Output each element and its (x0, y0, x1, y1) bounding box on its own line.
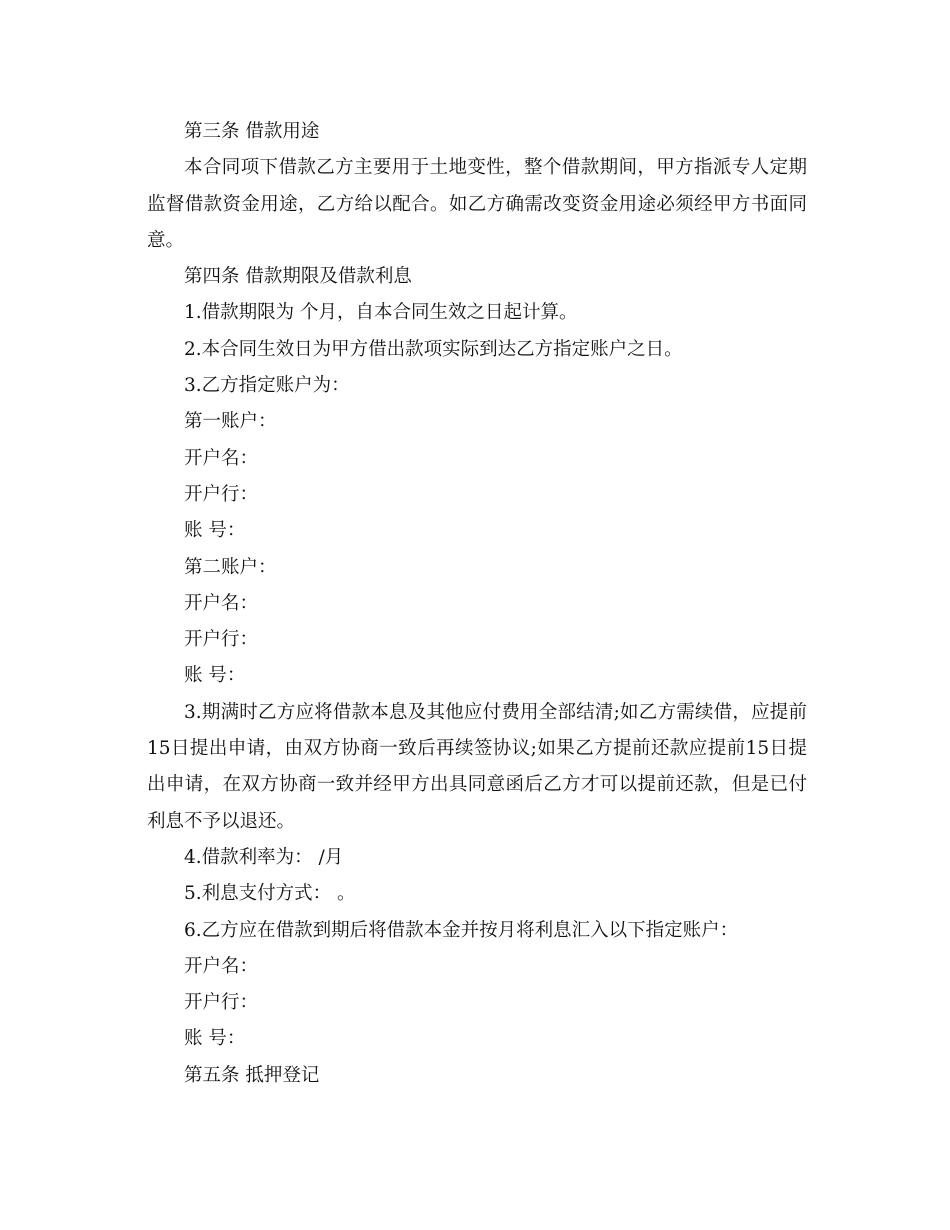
article-3-body: 本合同项下借款乙方主要用于土地变性，整个借款期间，甲方指派专人定期监督借款资金用途，乙方给以配合。如乙方确需改变资金用途必须经甲方书面同意。 (147, 157, 807, 251)
clause-effective-date: 2.本合同生效日为甲方借出款项实际到达乙方指定账户之日。 (184, 338, 683, 360)
clause-loan-term: 1.借款期限为 个月，自本合同生效之日起计算。 (184, 302, 578, 324)
first-account-number: 账 号： (184, 520, 246, 542)
first-account-label: 第一账户： (184, 411, 277, 433)
repayment-account-name: 开户名： (184, 955, 259, 977)
second-account-name: 开户名： (184, 592, 259, 614)
clause-repayment-account: 6.乙方应在借款到期后将借款本金并按月将利息汇入以下指定账户： (184, 919, 739, 941)
repayment-account-number: 账 号： (184, 1028, 246, 1050)
clause-interest-rate: 4.借款利率为： /月 (184, 846, 344, 868)
clause-interest-payment: 5.利息支付方式： 。 (184, 883, 356, 905)
second-account-label: 第二账户： (184, 556, 277, 578)
first-account-bank: 开户行： (184, 483, 259, 505)
article-3-heading: 第三条 借款用途 (184, 121, 320, 142)
second-account-bank: 开户行： (184, 629, 259, 651)
document-body (147, 114, 807, 1094)
second-account-number: 账 号： (184, 665, 246, 687)
repayment-account-bank: 开户行： (184, 992, 259, 1014)
article-5-heading: 第五条 抵押登记 (184, 1064, 320, 1086)
article-4-heading: 第四条 借款期限及借款利息 (184, 266, 412, 288)
first-account-name: 开户名： (184, 447, 259, 469)
clause-designated-accounts: 3.乙方指定账户为： (184, 375, 350, 397)
clause-maturity-repayment: 3.期满时乙方应将借款本息及其他应付费用全部结清;如乙方需续借，应提前15日提出申请，由双方协商一致后再续签协议;如果乙方提前还款应提前15日提出申请，在双方协商一致并经甲方出具同意函后乙方才可以提前还款，但是已付利息不予以退还。 (147, 701, 807, 832)
